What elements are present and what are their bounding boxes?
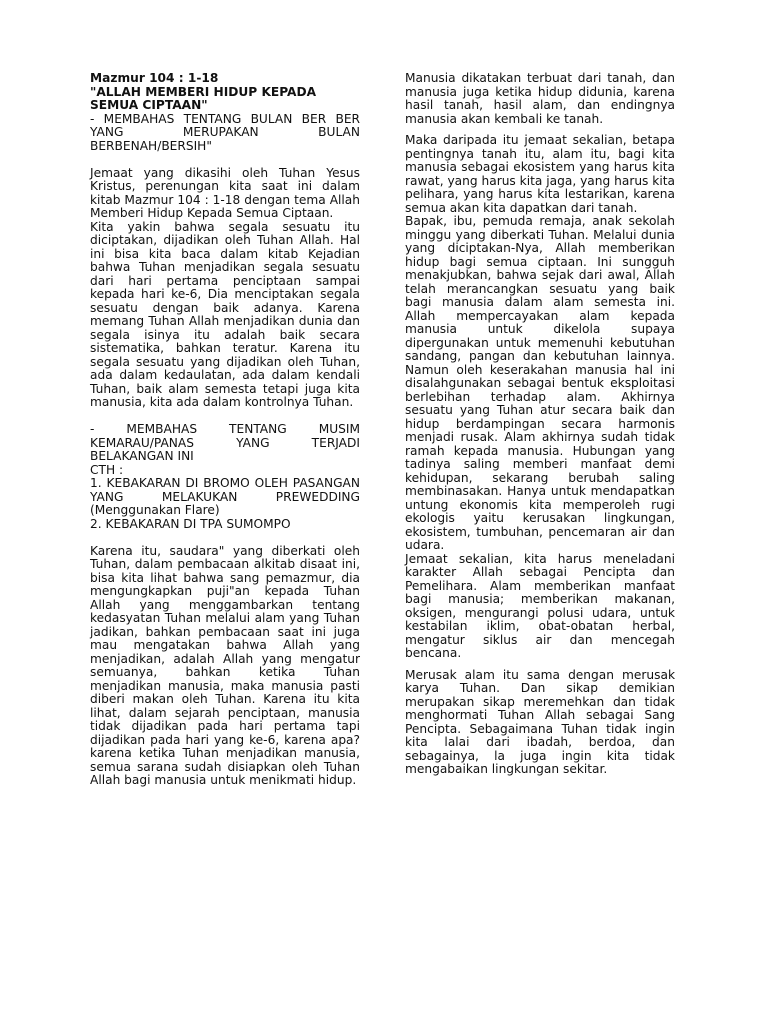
spacer: [90, 153, 360, 167]
spacer: [90, 531, 360, 545]
paragraph-tanah: Manusia dikatakan terbuat dari tanah, dan manusia juga ketika hidup didunia, karena hasil tanah, hasil alam, dan endingnya manusia akan kembali ke tanah.: [405, 71, 675, 126]
paragraph-intro: Jemaat yang dikasihi oleh Tuhan Yesus Kristus, perenungan kita saat ini dalam kitab Mazmur 104 : 1-18 dengan tema Allah Memberi Hidup Kepada Semua Ciptaan.: [90, 165, 360, 220]
paragraph-psalmist: Karena itu, saudara" yang diberkati oleh Tuhan, dalam pembacaan alkitab disaat ini, bisa kita lihat bahwa sang pemazmur, dia mengungkapkan puji"an kepada Tuhan Allah yang menggambarkan tentang kedasyatan Tuhan melalui alam yang Tuhan jadikan, bahkan pembacaan saat ini juga mau mengatakan bahwa Allah yang menjadikan, adalah Allah yang mengatur semuanya, bahkan ketika Tuhan menjadikan manusia, maka manusia pasti diberi makan oleh Tuhan. Karena itu kita lihat, dalam sejarah penciptaan, manusia tidak dijadikan pada hari pertama tapi dijadikan pada hari yang ke-6, karena apa? karena ketika Tuhan menjadikan manusia, semua sarana sudah disiapkan oleh Tuhan Allah bagi manusia untuk menikmati hidup.: [90, 543, 360, 787]
left-column: [90, 72, 360, 788]
section-kemarau-title: - MEMBAHAS TENTANG MUSIM KEMARAU/PANAS YANG TERJADI BELAKANGAN INI: [90, 422, 360, 463]
paragraph-teladan: Jemaat sekalian, kita harus meneladani karakter Allah sebagai Pencipta dan Pemelihara. Alam memberikan manfaat bagi manusia; memberikan makanan, oksigen, mengurangi polusi udara, untuk kestabilan iklim, obat-obatan herbal, mengatur siklus air dan mencegah bencana.: [405, 551, 675, 660]
paragraph-merusak-alam: Merusak alam itu sama dengan merusak karya Tuhan. Dan sikap demikian merupakan sikap meremehkan dan tidak menghormati Tuhan Allah sebagai Sang Pencipta. Sebagaimana Tuhan tidak ingin kita lalai dari ibadah, berdoa, dan sebagainya, la juga ingin kita tidak mengabaikan lingkungan sekitar.: [405, 667, 675, 776]
section-bulan-ber-title: - MEMBAHAS TENTANG BULAN BER BER YANG MERUPAKAN BULAN BERBENAH/BERSIH": [90, 111, 360, 153]
paragraph-creation: Kita yakin bahwa segala sesuatu itu diciptakan, dijadikan oleh Tuhan Allah. Hal ini bisa kita baca dalam kitab Kejadian bahwa Tuhan menjadikan segala sesuatu dari hari pertama penciptaan sampai kepada hari ke-6, Dia menciptakan segala sesuatu dengan baik adanya. Karena memang Tuhan Allah menjadikan dunia dan segala isinya itu adalah baik secara sistematika, bahkan teratur. Karena itu segala sesuatu yang dijadikan oleh Tuhan, ada dalam kedaulatan, ada dalam kendali Tuhan, baik alam semesta tetapi juga kita manusia, kita ada dalam kontrolnya Tuhan.: [90, 219, 360, 409]
right-column: [405, 72, 675, 777]
paragraph-bapak-ibu: Bapak, ibu, pemuda remaja, anak sekolah minggu yang diberkati Tuhan. Melalui dunia yang diciptakan-Nya, Allah memberikan hidup bagi semua ciptaan. Ini sungguh menakjubkan, bahwa sejak dari awal, Allah telah merancangkan sesuatu yang baik bagi manusia dalam alam semesta ini. Allah mempercayakan alam kepada manusia untuk dikelola supaya dipergunakan untuk memenuhi kebutuhan sandang, pangan dan kebutuhan lainnya. Namun oleh keserakahan manusia hal ini disalahgunakan sebagai bentuk eksploitasi berlebihan terhadap alam. Akhirnya sesuatu yang Tuhan atur secara baik dan hidup berdampingan secara harmonis menjadi rusak. Alam akhirnya sudah tidak ramah kepada manusia. Hubungan yang tadinya saling memberi manfaat demi kehidupan, sekarang berubah saling membinasakan. Hanya untuk mendapatkan untung ekonomis kita memperoleh rugi ekologis yaitu kerusakan lingkungan, ekosistem, tumbuhan, pencemaran air dan udara.: [405, 214, 675, 552]
example-item-bromo: 1. KEBAKARAN DI BROMO OLEH PASANGAN YANG MELAKUKAN PREWEDDING (Menggunakan Flare): [90, 476, 360, 517]
example-label: CTH :: [90, 462, 124, 477]
spacer: [90, 410, 360, 424]
document-heading: Mazmur 104 : 1-18: [90, 71, 219, 85]
paragraph-ekosistem: Maka daripada itu jemaat sekalian, betapa pentingnya tanah itu, alam itu, bagi kita manusia sebagai ekosistem yang harus kita rawat, yang harus kita jaga, yang harus kita pelihara, yang harus kita lestarikan, karena semua akan kita dapatkan dari tanah.: [405, 133, 675, 215]
example-item-tpa: 2. KEBAKARAN DI TPA SUMOMPO: [90, 516, 291, 531]
sermon-theme-title: "ALLAH MEMBERI HIDUP KEPADA SEMUA CIPTAAN": [90, 84, 317, 112]
